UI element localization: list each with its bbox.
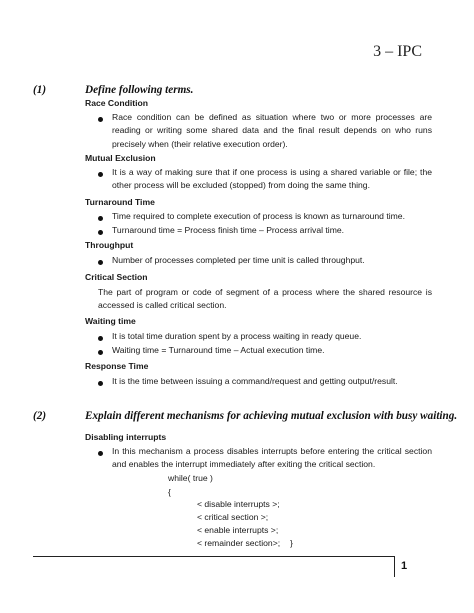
bullet bbox=[98, 172, 103, 177]
waiting-time-definition: It is total time duration spent by a process waiting in ready queue. bbox=[112, 331, 362, 341]
code-close-brace: } bbox=[290, 538, 293, 548]
mutual-exclusion-definition: It is a way of making sure that if one process is using a shared variable or file; the other process will be excluded (stopped) from doing the same thing. bbox=[112, 167, 432, 191]
code-disable-interrupts: < disable interrupts >; bbox=[197, 499, 280, 509]
chapter-title: 3 – IPC bbox=[373, 43, 422, 60]
code-remainder-section: < remainder section>; bbox=[197, 538, 281, 548]
heading-response-time: Response Time bbox=[85, 361, 149, 371]
race-condition-definition: Race condition can be defined as situation where two or more processes are reading or writing some shared data and the final result depends on who runs precisely when (their relative execution order). bbox=[112, 112, 432, 149]
response-time-definition: It is the time between issuing a command/request and getting output/result. bbox=[112, 376, 398, 386]
critical-section-definition: The part of program or code of segment of a process where the shared resource is accessed is called critical section. bbox=[98, 287, 432, 311]
turnaround-time-definition: Time required to complete execution of process is known as turnaround time. bbox=[112, 211, 405, 221]
code-open-brace: { bbox=[168, 487, 171, 497]
heading-mutual-exclusion: Mutual Exclusion bbox=[85, 153, 156, 163]
heading-critical-section: Critical Section bbox=[85, 272, 148, 282]
footer-rule bbox=[33, 556, 395, 557]
heading-throughput: Throughput bbox=[85, 240, 134, 250]
heading-race-condition: Race Condition bbox=[85, 98, 149, 108]
question-2 bbox=[33, 410, 457, 422]
code-critical-section: < critical section >; bbox=[197, 512, 269, 522]
question-1-text: Define following terms. bbox=[85, 84, 194, 96]
question-2-text: Explain different mechanisms for achieving mutual exclusion with busy waiting. bbox=[85, 410, 458, 422]
waiting-time-formula: Waiting time = Turnaround time – Actual execution time. bbox=[112, 345, 325, 355]
bullet bbox=[98, 117, 103, 122]
heading-disabling-interrupts: Disabling interrupts bbox=[85, 432, 167, 442]
bullet bbox=[98, 451, 103, 456]
bullet bbox=[98, 216, 103, 221]
question-1 bbox=[33, 84, 193, 96]
footer-divider bbox=[394, 556, 395, 577]
bullet bbox=[98, 350, 103, 355]
bullet bbox=[98, 230, 103, 235]
turnaround-time-formula: Turnaround time = Process finish time – Process arrival time. bbox=[112, 225, 345, 235]
bullet bbox=[98, 381, 103, 386]
code-enable-interrupts: < enable interrupts >; bbox=[197, 525, 279, 535]
heading-turnaround-time: Turnaround Time bbox=[85, 197, 155, 207]
question-2-number: (2) bbox=[33, 410, 47, 422]
disabling-interrupts-definition: In this mechanism a process disables interrupts before entering the critical section and enables the interrupt immediately after exiting the critical section. bbox=[112, 446, 432, 470]
code-while: while( true ) bbox=[168, 473, 213, 483]
bullet bbox=[98, 336, 103, 341]
heading-waiting-time: Waiting time bbox=[85, 316, 136, 326]
question-1-number: (1) bbox=[33, 84, 47, 96]
page-number: 1 bbox=[401, 560, 408, 572]
throughput-definition: Number of processes completed per time unit is called throughput. bbox=[112, 255, 365, 265]
bullet bbox=[98, 260, 103, 265]
